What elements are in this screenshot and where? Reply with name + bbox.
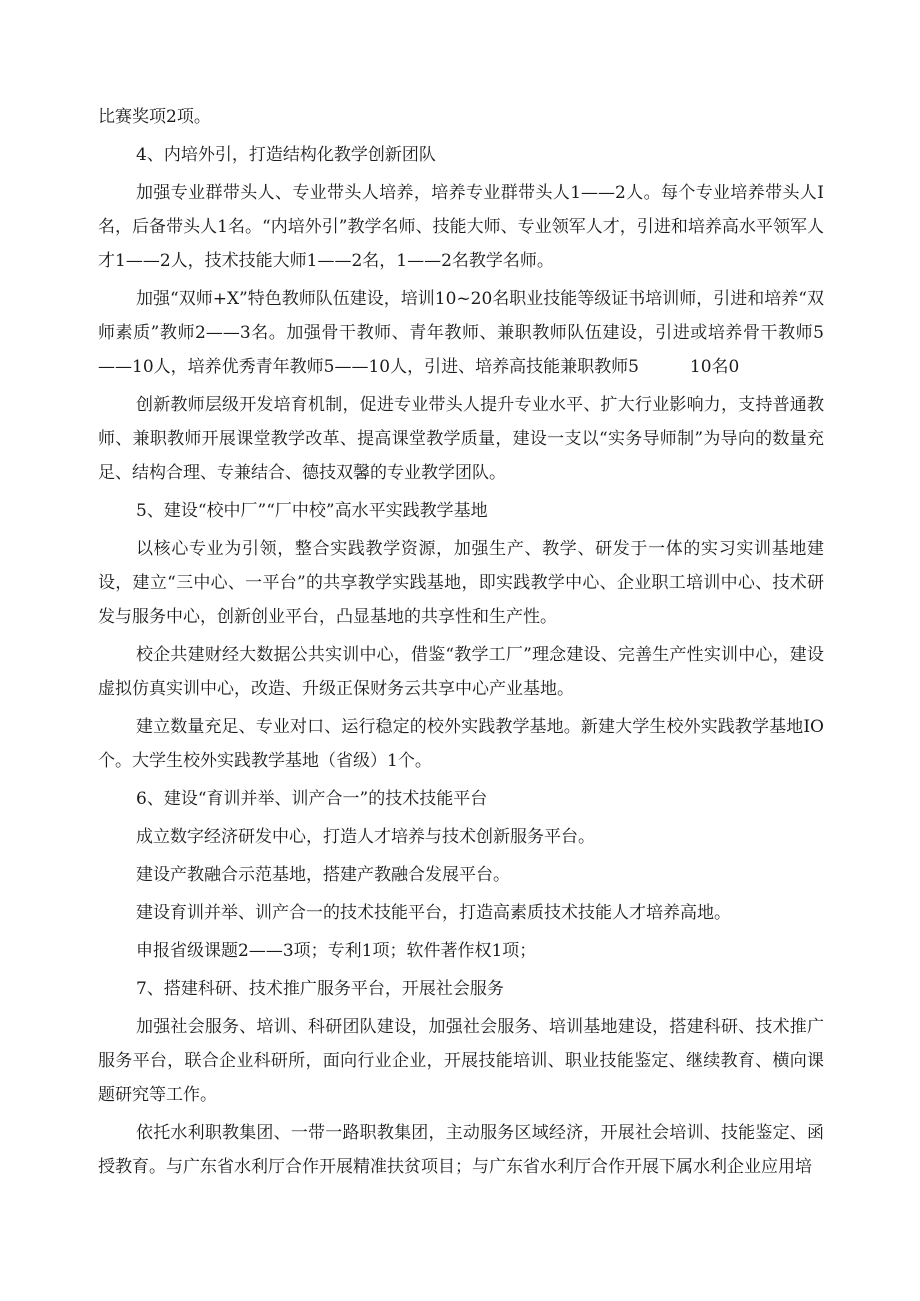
- paragraph: 加强社会服务、培训、科研团队建设，加强社会服务、培训基地建设，搭建科研、技术推广服务平台，联合企业科研所，面向行业企业，开展技能培训、职业技能鉴定、继续教育、横向课题研究等工作。: [98, 1017, 824, 1105]
- paragraph: 加强专业群带头人、专业带头人培养，培养专业群带头人1——2人。每个专业培养带头人I名，后备带头人1名。“内培外引”教学名师、技能大师、专业领军人才，引进和培养高水平领军人才1——2人，技术技能大师1——2名，1——2名教学名师。: [98, 183, 824, 271]
- section-heading-7: 7、搭建科研、技术推广服务平台，开展社会服务: [136, 979, 504, 999]
- paragraph: 建设育训并举、训产合一的技术技能平台，打造高素质技术技能人才培养高地。: [136, 903, 731, 923]
- paragraph: 建设产教融合示范基地，搭建产教融合发展平台。: [136, 865, 510, 885]
- paragraph-continuation: 比赛奖项2项。: [98, 107, 211, 127]
- section-heading-4: 4、内培外引，打造结构化教学创新团队: [136, 145, 436, 165]
- document-page: [98, 100, 824, 1188]
- paragraph: 创新教师层级开发培育机制，促进专业带头人提升专业水平、扩大行业影响力，支持普通教师、兼职教师开展课堂教学改革、提高课堂教学质量，建设一支以“实务导师制”为导向的数量充足、结构合理、专兼结合、德技双馨的专业教学团队。: [98, 395, 824, 483]
- section-heading-5: 5、建设“校中厂”“厂中校”高水平实践教学基地: [136, 501, 488, 521]
- paragraph: 建立数量充足、专业对口、运行稳定的校外实践教学基地。新建大学生校外实践教学基地IO个。大学生校外实践教学基地（省级）1个。: [98, 717, 824, 771]
- paragraph: 成立数字经济研发中心，打造人才培养与技术创新服务平台。: [136, 827, 595, 847]
- section-heading-6: 6、建设“育训并举、训产合一”的技术技能平台: [136, 789, 488, 809]
- paragraph: 申报省级课题2——3项；专利1项；软件著作权1项；: [136, 941, 537, 961]
- paragraph: 校企共建财经大数据公共实训中心，借鉴“教学工厂”理念建设、完善生产性实训中心，建设虚拟仿真实训中心，改造、升级正保财务云共享中心产业基地。: [98, 645, 824, 699]
- paragraph: 以核心专业为引领，整合实践教学资源，加强生产、教学、研发于一体的实习实训基地建设，建立“三中心、一平台”的共享教学实践基地，即实践教学中心、企业职工培训中心、技术研发与服务中心，创新创业平台，凸显基地的共享性和生产性。: [98, 539, 824, 627]
- paragraph: 依托水利职教集团、一带一路职教集团，主动服务区域经济，开展社会培训、技能鉴定、函授教育。与广东省水利厅合作开展精准扶贫项目；与广东省水利厅合作开展下属水利企业应用培: [98, 1123, 824, 1177]
- paragraph: 加强“双师+X”特色教师队伍建设，培训10~20名职业技能等级证书培训师，引进和培养“双师素质”教师2——3名。加强骨干教师、青年教师、兼职教师队伍建设，引进或培养骨干教师5——10人，培养优秀青年教师5——10人，引进、培养高技能兼职教师5 10名0: [98, 289, 824, 377]
